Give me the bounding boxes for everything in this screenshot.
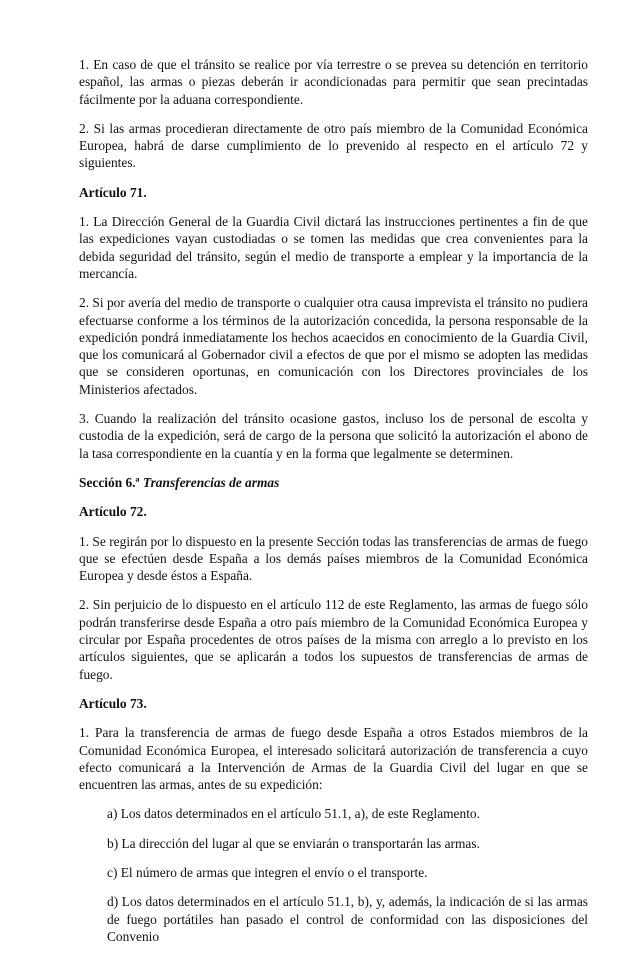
- section-label: Sección 6.ª: [79, 474, 140, 490]
- document-page: [79, 56, 588, 957]
- paragraph: 2. Sin perjuicio de lo dispuesto en el artículo 112 de este Reglamento, las armas de fuego sólo podrán transferirse desde España a otro país miembro de la Comunidad Económica Europea y circular por España procedentes de otros países de la misma con arreglo a lo previsto en los artículos siguientes, que se aplicarán a todos los supuestos de transferencias de armas de fuego.: [79, 597, 588, 682]
- paragraph: 1. En caso de que el tránsito se realice por vía terrestre o se prevea su detención en territorio español, las armas o piezas deberán ir acondicionadas para permitir que sean precintadas fácilmente por la aduana correspondiente.: [79, 57, 588, 107]
- paragraph: 1. Se regirán por lo dispuesto en la presente Sección todas las transferencias de armas de fuego que se efectúen desde España a los demás países miembros de la Comunidad Económica Europea y desde éstos a España.: [79, 533, 588, 584]
- list-item: c) El número de armas que integren el envío o el transporte.: [107, 864, 428, 880]
- section-heading: [79, 474, 588, 491]
- article-heading: Artículo 73.: [79, 695, 147, 711]
- paragraph: 2. Si por avería del medio de transporte o cualquier otra causa imprevista el tránsito no pudiera efectuarse conforme a los términos de la autorización concedida, la persona responsable de la expedición pondrá inmediatamente los hechos acaecidos en conocimiento de la Guardia Civil, que los comunicará al Gobernador civil a efectos de que por el mismo se adopten las medidas que se consideren oportunas, en comunicación con los Directores provinciales de los Ministerios afectados.: [79, 295, 588, 397]
- list-item: d) Los datos determinados en el artículo 51.1, b), y, además, la indicación de si las armas de fuego portátiles han pasado el control de conformidad con las disposiciones del Convenio: [107, 894, 588, 944]
- paragraph: 1. La Dirección General de la Guardia Civil dictará las instrucciones pertinentes a fin de que las expediciones vayan custodiadas o se tomen las medidas que crea convenientes para la debida seguridad del tránsito, según el medio de transporte a emplear y la importancia de la mercancía.: [79, 214, 588, 281]
- paragraph: 2. Si las armas procedieran directamente de otro país miembro de la Comunidad Económica Europea, habrá de darse cumplimiento de lo prevenido al respecto en el artículo 72 y siguientes.: [79, 120, 588, 171]
- paragraph: 3. Cuando la realización del tránsito ocasione gastos, incluso los de personal de escolta y custodia de la expedición, será de cargo de la persona que solicitó la autorización el abono de la tasa correspondiente en la cuantía y en la forma que legalmente se determinen.: [79, 411, 588, 461]
- section-title: Transferencias de armas: [142, 474, 280, 490]
- paragraph: 1. Para la transferencia de armas de fuego desde España a otros Estados miembros de la Comunidad Económica Europea, el interesado solicitará autorización de transferencia a cuyo efecto comunicará a la Intervención de Armas de la Guardia Civil del lugar en que se encuentren las armas, antes de su expedición:: [79, 725, 588, 793]
- list-item: b) La dirección del lugar al que se enviarán o transportarán las armas.: [107, 835, 480, 851]
- list-item: a) Los datos determinados en el artículo 51.1, a), de este Reglamento.: [107, 806, 480, 822]
- article-heading: Artículo 72.: [79, 504, 147, 520]
- article-heading: Artículo 71.: [79, 184, 147, 200]
